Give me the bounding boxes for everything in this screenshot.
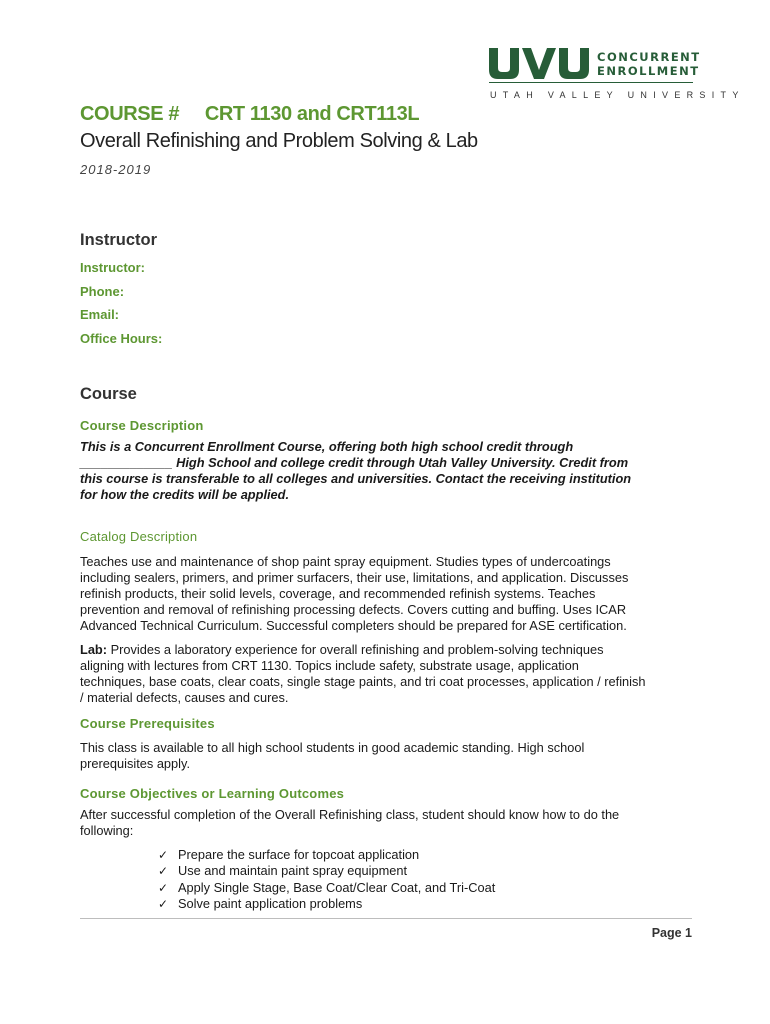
lab-line-text: Provides a laboratory experience for overall refinishing and problem-solving techniques	[107, 642, 604, 657]
checklist-text: Solve paint application problems	[178, 895, 363, 911]
page-number: Page 1	[651, 926, 692, 940]
objectives-line: following:	[80, 823, 134, 838]
academic-year: 2018-2019	[80, 162, 152, 177]
prereq-line: prerequisites apply.	[80, 756, 191, 771]
list-item	[158, 847, 495, 863]
logo-line1: CONCURRENT	[597, 50, 701, 64]
uvu-concurrent-enrollment-logo	[489, 46, 745, 102]
catalog-description-text	[80, 554, 692, 634]
checklist-text: Apply Single Stage, Base Coat/Clear Coat, and Tri-Coat	[178, 879, 496, 895]
course-description-text	[80, 439, 692, 503]
objectives-line: After successful completion of the Overall Refinishing class, student should know how to do the	[80, 807, 620, 822]
course-description-heading: Course Description	[80, 418, 204, 433]
instructor-field-phone: Phone:	[80, 284, 125, 299]
course-code: CRT 1130 and CRT113L	[204, 103, 420, 125]
description-line: This is a Concurrent Enrollment Course, offering both high school credit through	[80, 439, 574, 454]
checkmark-icon: ✓	[158, 880, 169, 895]
prerequisites-heading: Course Prerequisites	[80, 716, 215, 731]
catalog-description-heading: Catalog Description	[80, 529, 198, 544]
description-line: _____________ High School and college credit through Utah Valley University. Credit from	[80, 455, 629, 470]
catalog-line: refinish products, their solid levels, coverage, and recommended refinish systems. Teaches	[80, 586, 596, 601]
instructor-field-email: Email:	[80, 307, 120, 322]
objectives-intro	[80, 807, 692, 839]
lab-label: Lab:	[80, 642, 108, 657]
lab-line: techniques, base coats, clear coats, single stage paints, and tri coat processes, application / refinish	[80, 674, 646, 689]
catalog-line: prevention and removal of refinishing processing defects. Covers cutting and buffing. Uses ICAR	[80, 602, 627, 617]
catalog-line: including sealers, primers, and primer surfacers, their use, limitations, and application. Discusses	[80, 570, 629, 585]
logo-university-name: UTAH VALLEY UNIVERSITY	[490, 90, 745, 100]
checklist-text: Prepare the surface for topcoat application	[178, 847, 420, 862]
objectives-checklist	[158, 847, 495, 912]
checkmark-icon: ✓	[158, 864, 169, 879]
list-item	[158, 896, 495, 912]
lab-line: / material defects, causes and cures.	[80, 690, 289, 705]
instructor-field-name: Instructor:	[80, 260, 145, 275]
course-label: COURSE #	[80, 103, 180, 125]
list-item	[158, 863, 495, 879]
logo-text	[597, 50, 701, 78]
lab-line: aligning with lectures from CRT 1130. Topics include safety, substrate usage, application	[80, 658, 579, 673]
course-title: Overall Refinishing and Problem Solving & Lab	[80, 130, 478, 152]
catalog-line: Teaches use and maintenance of shop paint spray equipment. Studies types of undercoatings	[80, 554, 611, 569]
prerequisites-text	[80, 740, 692, 772]
lab-line	[80, 642, 692, 658]
instructor-heading: Instructor	[80, 231, 158, 249]
checkmark-icon: ✓	[158, 896, 169, 911]
logo-line2: ENROLLMENT	[597, 64, 700, 78]
course-heading: Course	[80, 385, 137, 403]
instructor-field-office-hours: Office Hours:	[80, 331, 163, 346]
checkmark-icon: ✓	[158, 848, 169, 862]
checklist-text: Use and maintain paint spray equipment	[178, 863, 408, 879]
footer-divider	[80, 918, 692, 919]
objectives-heading: Course Objectives or Learning Outcomes	[80, 786, 345, 801]
course-number	[80, 103, 419, 126]
description-line: this course is transferable to all colleges and universities. Contact the receiving institution	[80, 471, 632, 486]
list-item	[158, 880, 495, 896]
description-line: for how the credits will be applied.	[80, 487, 290, 502]
uvu-logo-mark	[489, 48, 589, 80]
catalog-line: Advanced Technical Curriculum. Successful completers should be prepared for ASE certification.	[80, 618, 627, 633]
prereq-line: This class is available to all high school students in good academic standing. High school	[80, 740, 585, 755]
lab-description-text	[80, 642, 692, 706]
logo-divider	[489, 82, 693, 83]
